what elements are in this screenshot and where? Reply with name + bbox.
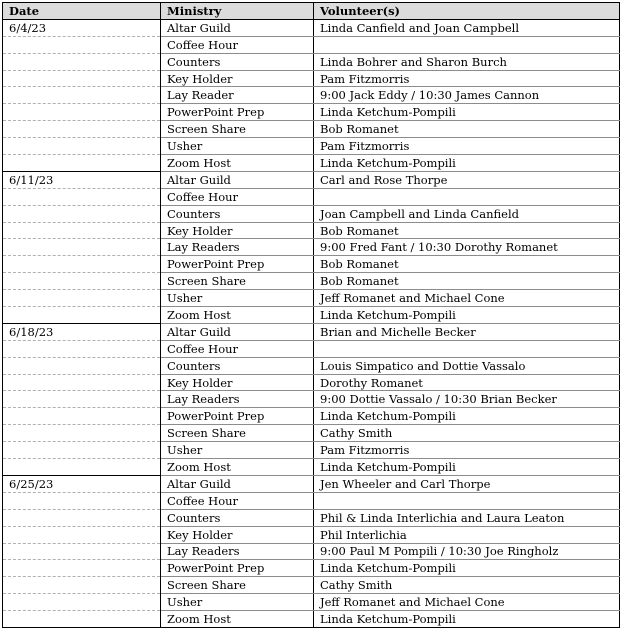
- table-row: [3, 307, 620, 324]
- date-cell: [3, 138, 161, 155]
- volunteers-cell: Pam Fitzmorris: [314, 70, 620, 87]
- date-column-header: Date: [3, 3, 161, 20]
- ministry-cell: Zoom Host: [161, 307, 314, 324]
- volunteers-cell: Linda Ketchum-Pompili: [314, 459, 620, 476]
- table-row: [3, 323, 620, 340]
- volunteers-cell: Jeff Romanet and Michael Cone: [314, 594, 620, 611]
- table-row: [3, 188, 620, 205]
- ministry-cell: Counters: [161, 53, 314, 70]
- ministry-cell: Zoom Host: [161, 459, 314, 476]
- volunteers-cell: Linda Ketchum-Pompili: [314, 155, 620, 172]
- ministry-cell: Counters: [161, 205, 314, 222]
- volunteers-column-header: Volunteer(s): [314, 3, 620, 20]
- date-cell: [3, 374, 161, 391]
- volunteers-cell: Cathy Smith: [314, 577, 620, 594]
- ministry-cell: PowerPoint Prep: [161, 560, 314, 577]
- volunteers-cell: Cathy Smith: [314, 425, 620, 442]
- volunteer-schedule-table: [2, 2, 620, 628]
- date-cell: [3, 104, 161, 121]
- table-row: [3, 104, 620, 121]
- volunteers-cell: Bob Romanet: [314, 222, 620, 239]
- volunteers-cell: 9:00 Jack Eddy / 10:30 James Cannon: [314, 87, 620, 104]
- table-row: [3, 155, 620, 172]
- volunteers-cell: Pam Fitzmorris: [314, 138, 620, 155]
- volunteers-cell: Dorothy Romanet: [314, 374, 620, 391]
- volunteers-cell: Phil & Linda Interlichia and Laura Leaton: [314, 509, 620, 526]
- table-row: [3, 36, 620, 53]
- date-cell: [3, 290, 161, 307]
- ministry-cell: Screen Share: [161, 121, 314, 138]
- date-cell: [3, 357, 161, 374]
- ministry-cell: Counters: [161, 357, 314, 374]
- table-row: [3, 594, 620, 611]
- date-cell: [3, 408, 161, 425]
- date-cell: [3, 222, 161, 239]
- volunteers-cell: 9:00 Paul M Pompili / 10:30 Joe Ringholz: [314, 543, 620, 560]
- volunteers-cell: Linda Ketchum-Pompili: [314, 307, 620, 324]
- date-cell: [3, 526, 161, 543]
- table-row: [3, 340, 620, 357]
- volunteers-cell: Jeff Romanet and Michael Cone: [314, 290, 620, 307]
- ministry-cell: Coffee Hour: [161, 188, 314, 205]
- ministry-cell: Key Holder: [161, 526, 314, 543]
- volunteers-cell: 9:00 Fred Fant / 10:30 Dorothy Romanet: [314, 239, 620, 256]
- date-cell: [3, 594, 161, 611]
- volunteers-cell: [314, 188, 620, 205]
- table-row: [3, 19, 620, 36]
- date-cell: 6/4/23: [3, 19, 161, 36]
- table-row: [3, 374, 620, 391]
- volunteers-cell: Joan Campbell and Linda Canfield: [314, 205, 620, 222]
- table-row: [3, 222, 620, 239]
- date-cell: [3, 340, 161, 357]
- table-row: [3, 357, 620, 374]
- table-body: [3, 19, 620, 627]
- date-cell: [3, 273, 161, 290]
- ministry-cell: Usher: [161, 138, 314, 155]
- table-row: [3, 543, 620, 560]
- volunteers-cell: Louis Simpatico and Dottie Vassalo: [314, 357, 620, 374]
- volunteers-cell: Brian and Michelle Becker: [314, 323, 620, 340]
- table-row: [3, 577, 620, 594]
- ministry-cell: Zoom Host: [161, 611, 314, 628]
- ministry-cell: Lay Readers: [161, 391, 314, 408]
- volunteers-cell: Carl and Rose Thorpe: [314, 171, 620, 188]
- table-row: [3, 70, 620, 87]
- table-row: [3, 560, 620, 577]
- ministry-cell: Coffee Hour: [161, 492, 314, 509]
- ministry-cell: Screen Share: [161, 273, 314, 290]
- ministry-cell: Screen Share: [161, 577, 314, 594]
- table-row: [3, 53, 620, 70]
- date-cell: [3, 425, 161, 442]
- ministry-cell: Lay Readers: [161, 239, 314, 256]
- ministry-cell: Usher: [161, 442, 314, 459]
- date-cell: 6/25/23: [3, 475, 161, 492]
- date-cell: [3, 53, 161, 70]
- ministry-cell: PowerPoint Prep: [161, 104, 314, 121]
- date-cell: [3, 543, 161, 560]
- table-row: [3, 87, 620, 104]
- table-header: [3, 3, 620, 20]
- ministry-cell: Coffee Hour: [161, 340, 314, 357]
- header-row: [3, 3, 620, 20]
- date-cell: [3, 205, 161, 222]
- volunteers-cell: Linda Canfield and Joan Campbell: [314, 19, 620, 36]
- date-cell: [3, 509, 161, 526]
- date-cell: [3, 121, 161, 138]
- ministry-cell: Counters: [161, 509, 314, 526]
- volunteers-cell: [314, 36, 620, 53]
- date-cell: [3, 239, 161, 256]
- volunteers-cell: Pam Fitzmorris: [314, 442, 620, 459]
- date-cell: [3, 391, 161, 408]
- ministry-cell: Altar Guild: [161, 475, 314, 492]
- table-row: [3, 425, 620, 442]
- table-row: [3, 205, 620, 222]
- date-cell: [3, 188, 161, 205]
- table-row: [3, 526, 620, 543]
- date-cell: [3, 87, 161, 104]
- table-row: [3, 611, 620, 628]
- volunteers-cell: Bob Romanet: [314, 273, 620, 290]
- ministry-cell: Zoom Host: [161, 155, 314, 172]
- volunteers-cell: Linda Ketchum-Pompili: [314, 104, 620, 121]
- date-cell: [3, 155, 161, 172]
- volunteers-cell: 9:00 Dottie Vassalo / 10:30 Brian Becker: [314, 391, 620, 408]
- ministry-column-header: Ministry: [161, 3, 314, 20]
- date-cell: [3, 256, 161, 273]
- ministry-cell: Lay Readers: [161, 543, 314, 560]
- ministry-cell: PowerPoint Prep: [161, 256, 314, 273]
- date-cell: [3, 560, 161, 577]
- ministry-cell: Key Holder: [161, 374, 314, 391]
- ministry-cell: Usher: [161, 290, 314, 307]
- date-cell: [3, 492, 161, 509]
- date-cell: 6/18/23: [3, 323, 161, 340]
- table-row: [3, 442, 620, 459]
- ministry-cell: PowerPoint Prep: [161, 408, 314, 425]
- ministry-cell: Lay Reader: [161, 87, 314, 104]
- date-cell: [3, 36, 161, 53]
- volunteers-cell: [314, 492, 620, 509]
- table-row: [3, 138, 620, 155]
- ministry-cell: Altar Guild: [161, 323, 314, 340]
- ministry-cell: Screen Share: [161, 425, 314, 442]
- table-row: [3, 171, 620, 188]
- table-row: [3, 290, 620, 307]
- table-row: [3, 475, 620, 492]
- table-row: [3, 239, 620, 256]
- table-row: [3, 492, 620, 509]
- table-row: [3, 509, 620, 526]
- table-row: [3, 121, 620, 138]
- volunteers-cell: Bob Romanet: [314, 121, 620, 138]
- table-row: [3, 459, 620, 476]
- date-cell: [3, 307, 161, 324]
- date-cell: [3, 459, 161, 476]
- ministry-cell: Usher: [161, 594, 314, 611]
- volunteers-cell: Phil Interlichia: [314, 526, 620, 543]
- ministry-cell: Altar Guild: [161, 19, 314, 36]
- volunteers-cell: Linda Ketchum-Pompili: [314, 560, 620, 577]
- volunteers-cell: [314, 340, 620, 357]
- table-row: [3, 273, 620, 290]
- table-row: [3, 408, 620, 425]
- volunteers-cell: Bob Romanet: [314, 256, 620, 273]
- volunteers-cell: Linda Ketchum-Pompili: [314, 408, 620, 425]
- date-cell: [3, 442, 161, 459]
- ministry-cell: Altar Guild: [161, 171, 314, 188]
- date-cell: [3, 577, 161, 594]
- ministry-cell: Key Holder: [161, 222, 314, 239]
- volunteers-cell: Linda Bohrer and Sharon Burch: [314, 53, 620, 70]
- ministry-cell: Coffee Hour: [161, 36, 314, 53]
- volunteers-cell: Linda Ketchum-Pompili: [314, 611, 620, 628]
- table-row: [3, 391, 620, 408]
- date-cell: [3, 611, 161, 628]
- date-cell: 6/11/23: [3, 171, 161, 188]
- table-row: [3, 256, 620, 273]
- date-cell: [3, 70, 161, 87]
- ministry-cell: Key Holder: [161, 70, 314, 87]
- volunteers-cell: Jen Wheeler and Carl Thorpe: [314, 475, 620, 492]
